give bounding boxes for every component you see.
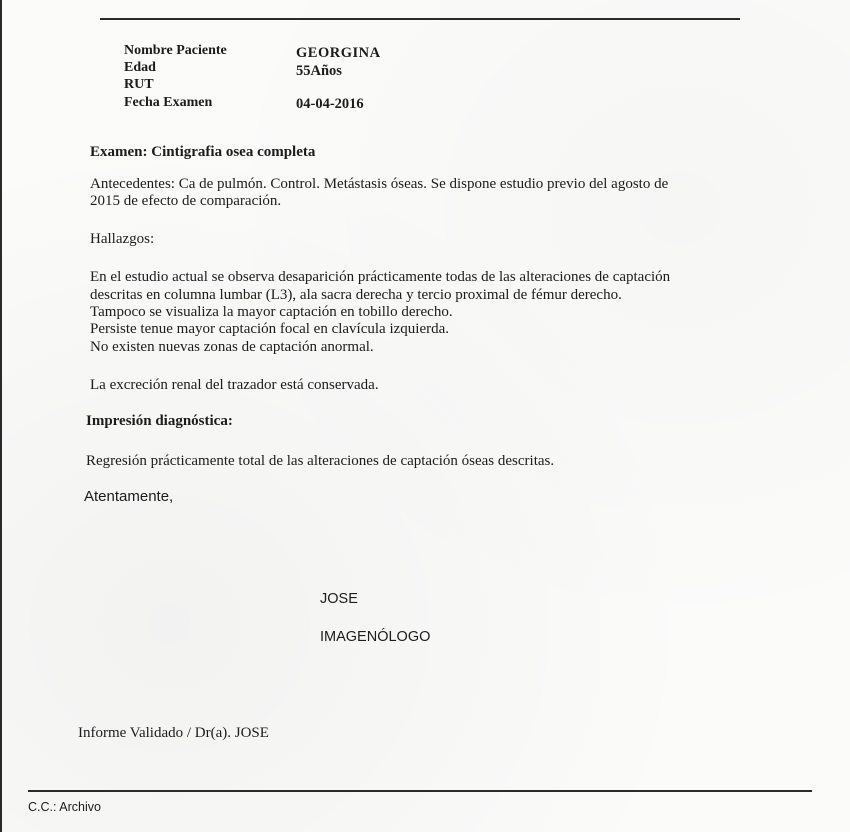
exam-title: Examen: Cintigrafia osea completa: [90, 144, 316, 160]
finding-line: No existen nuevas zonas de captación anormal.: [90, 339, 374, 355]
hallazgos-label: Hallazgos:: [90, 231, 155, 247]
finding-line: descritas en columna lumbar (L3), ala sacra derecha y tercio proximal de fémur derecho.: [90, 287, 622, 303]
antecedentes-line: Antecedentes: Ca de pulmón. Control. Metástasis óseas. Se dispone estudio previo del agosto de: [90, 176, 669, 192]
finding-line: Persiste tenue mayor captación focal en clavícula izquierda.: [90, 321, 450, 337]
impression-text: Regresión prácticamente total de las alteraciones de captación óseas descritas.: [86, 453, 555, 469]
signer-title: IMAGENÓLOGO: [320, 629, 431, 645]
patient-age: 55Años: [296, 63, 342, 79]
exam-date: 04-04-2016: [296, 96, 364, 112]
closing: Atentamente,: [84, 488, 174, 505]
validated-by: Informe Validado / Dr(a). JOSE: [78, 725, 269, 741]
antecedentes-line: 2015 de efecto de comparación.: [90, 193, 282, 209]
renal-excretion: La excreción renal del trazador está conservada.: [90, 377, 379, 393]
patient-name: GEORGINA: [296, 45, 381, 61]
finding-line: Tampoco se visualiza la mayor captación en tobillo derecho.: [90, 304, 453, 320]
patient-age-label: Edad: [124, 60, 156, 75]
patient-rut-label: RUT: [124, 77, 154, 92]
page-edge: [0, 0, 2, 832]
exam-date-label: Fecha Examen: [124, 95, 213, 110]
signer-name: JOSE: [320, 591, 358, 607]
top-rule: [100, 18, 740, 20]
impression-title: Impresión diagnóstica:: [86, 413, 233, 429]
cc-line: C.C.: Archivo: [28, 800, 101, 814]
finding-line: En el estudio actual se observa desaparición prácticamente todas de las alteraciones de captación: [90, 269, 671, 285]
patient-name-label: Nombre Paciente: [124, 43, 227, 58]
bottom-rule: [28, 790, 812, 792]
